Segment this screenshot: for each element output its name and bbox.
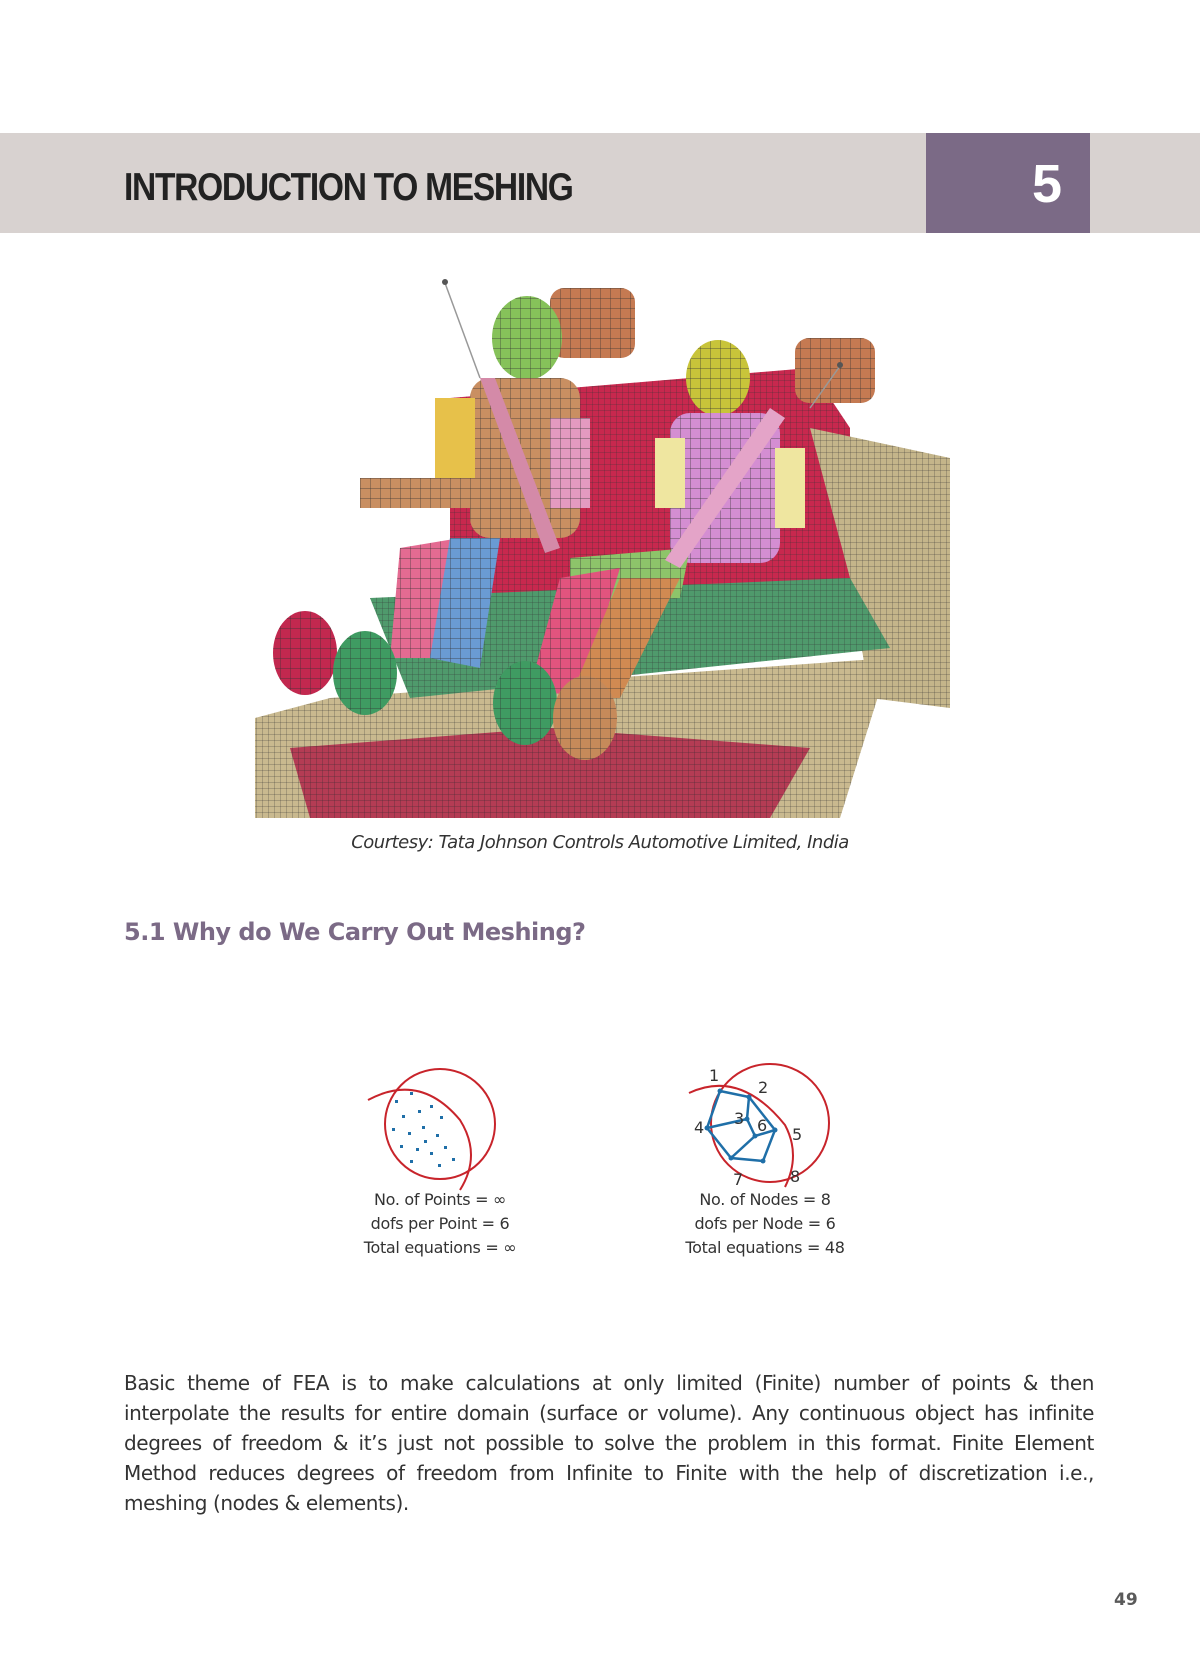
continuous-caption — [330, 1188, 550, 1260]
node-label: 8 — [790, 1167, 801, 1186]
continuous-caption-line: dofs per Point = 6 — [370, 1214, 510, 1233]
continuous-domain-diagram — [360, 1060, 510, 1200]
chapter-number-box — [926, 133, 1090, 233]
discrete-caption-line: Total equations = 48 — [685, 1238, 845, 1257]
page-number: 49 — [1114, 1590, 1138, 1610]
fea-mesh-crash-dummies-image — [250, 278, 950, 818]
chapter-title: INTRODUCTION TO MESHING — [124, 166, 573, 209]
chapter-number: 5 — [1031, 154, 1062, 214]
continuous-caption-line: Total equations = ∞ — [363, 1238, 517, 1257]
node-label: 6 — [757, 1116, 768, 1135]
node-label: 7 — [733, 1170, 744, 1189]
continuous-points — [392, 1092, 455, 1167]
discrete-caption — [655, 1188, 875, 1260]
body-paragraph: Basic theme of FEA is to make calculations at only limited (Finite) number of points & then interpolate the results for entire domain (surface or volume). Any continuous object has infinite degrees of freedom & it’s just not possible to solve the problem in this format. Finite Element Method reduces degrees of freedom from Infinite to Finite with the help of discretization i.e., meshing (nodes & elements). — [124, 1371, 1094, 1515]
node-label: 1 — [709, 1066, 720, 1085]
discrete-caption-line: No. of Nodes = 8 — [699, 1190, 831, 1209]
node-label: 5 — [792, 1125, 803, 1144]
node-label: 3 — [734, 1109, 745, 1128]
continuous-caption-line: No. of Points = ∞ — [373, 1190, 507, 1209]
discrete-mesh-diagram — [685, 1055, 835, 1195]
node-label: 4 — [694, 1118, 705, 1137]
section-heading: 5.1 Why do We Carry Out Meshing? — [124, 918, 586, 946]
figure-credit: Courtesy: Tata Johnson Controls Automotive Limited, India — [351, 832, 849, 853]
discrete-caption-line: dofs per Node = 6 — [694, 1214, 836, 1233]
node-label: 2 — [758, 1078, 769, 1097]
